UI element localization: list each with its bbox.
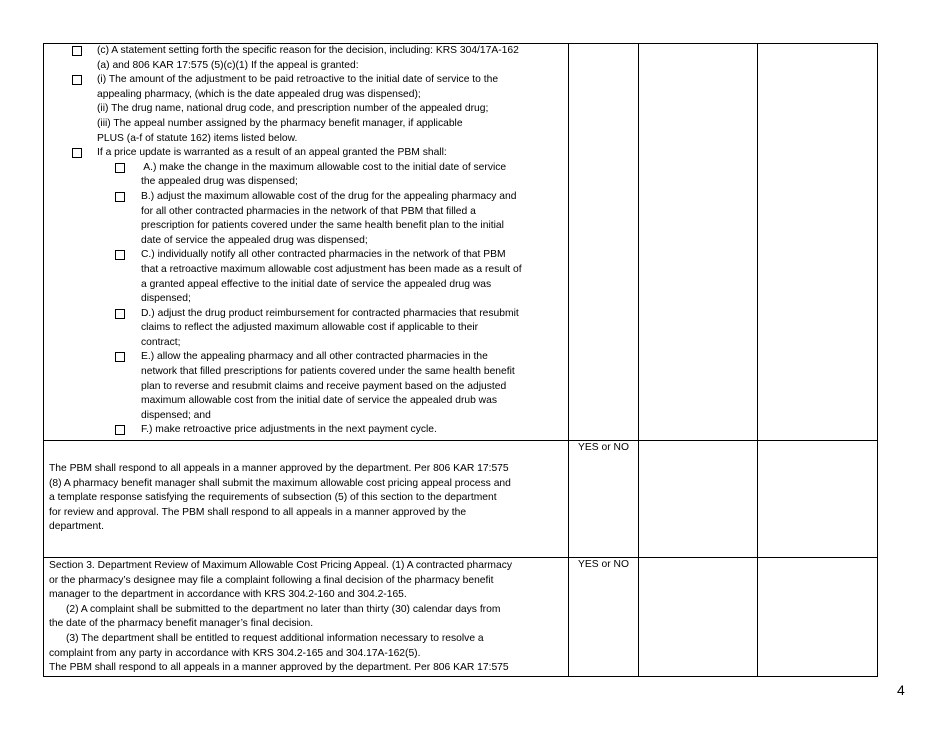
checklist-item: F.) make retroactive price adjustments in the next payment cycle. (49, 423, 564, 438)
answer-cell (569, 441, 639, 558)
blank-cell (758, 558, 878, 677)
text-line: Section 3. Department Review of Maximum Allowable Cost Pricing Appeal. (1) A contracted pharmacy (49, 560, 513, 571)
text-line: network that filled prescriptions for patients covered under the same health benefit (141, 366, 515, 378)
text-line: appealing pharmacy, (which is the date appealed drug was dispensed); (97, 88, 421, 100)
text-line: maximum allowable cost from the initial date of service the appealed drub was (141, 395, 497, 407)
checklist-item: B.) adjust the maximum allowable cost of the drug for the appealing pharmacy and (49, 190, 564, 205)
requirement-cell (44, 441, 569, 558)
text-line: complaint from any party in accordance with KRS 304.2-165 and 304.17A-162(5). (49, 647, 421, 659)
text-line: The PBM shall respond to all appeals in a manner approved by the department. Per 806 KAR 17:575 (49, 662, 509, 674)
yes-no-field[interactable]: YES or NO (578, 559, 629, 570)
table-row (44, 44, 878, 441)
text-line: PLUS (a-f of statute 162) items listed below. (97, 132, 298, 144)
blank-cell (639, 558, 758, 677)
blank-cell (758, 441, 878, 558)
text-line: a template response satisfying the requirements of subsection (5) of this section to the department (49, 492, 497, 504)
requirement-cell (44, 558, 569, 677)
text-line: prescription for patients covered under the same health benefit plan to the initial (141, 220, 504, 232)
text-line: for all other contracted pharmacies in the network of that PBM that filled a (141, 205, 476, 217)
text-line: (iii) The appeal number assigned by the pharmacy benefit manager, if applicable (97, 117, 463, 129)
text-line: (ii) The drug name, national drug code, and prescription number of the appealed drug; (97, 103, 489, 115)
checklist-item: E.) allow the appealing pharmacy and all other contracted pharmacies in the (49, 350, 564, 365)
yes-no-field[interactable]: YES or NO (578, 442, 629, 453)
requirement-cell (44, 44, 569, 441)
text-line: date of service the appealed drug was dispensed; (141, 234, 368, 246)
text-line: a granted appeal effective to the initial date of service the appealed drug was (141, 278, 492, 290)
answer-cell (569, 44, 639, 441)
text-line: the date of the pharmacy benefit manager’s final decision. (49, 618, 314, 630)
checklist-item: If a price update is warranted as a result of an appeal granted the PBM shall: (49, 146, 564, 161)
blank-cell (639, 44, 758, 441)
checkbox-icon (115, 192, 125, 202)
text-line: contract; (141, 336, 181, 348)
checkbox-icon (72, 46, 82, 56)
checkbox-icon (115, 309, 125, 319)
text-line: claims to reflect the adjusted maximum allowable cost if applicable to their (141, 322, 479, 334)
text-line: (a) and 806 KAR 17:575 (5)(c)(1) If the appeal is granted: (97, 59, 359, 71)
blank-cell (639, 441, 758, 558)
text-line: the appealed drug was dispensed; (141, 176, 298, 188)
checkbox-icon (115, 352, 125, 362)
text-line: or the pharmacy’s designee may file a complaint following a final decision of the pharmacy benefit (49, 574, 494, 586)
text-line: (8) A pharmacy benefit manager shall submit the maximum allowable cost pricing appeal process and (49, 477, 511, 489)
text-line: The PBM shall respond to all appeals in a manner approved by the department. Per 806 KAR 17:575 (49, 463, 509, 474)
checklist-item: (i) The amount of the adjustment to be paid retroactive to the initial date of service to the (49, 73, 564, 88)
checkbox-icon (115, 425, 125, 435)
checklist-item: (c) A statement setting forth the specific reason for the decision, including: KRS 304/17A-162 (49, 44, 564, 59)
text-line: for review and approval. The PBM shall respond to all appeals in a manner approved by the (49, 506, 467, 518)
checklist-item: D.) adjust the drug product reimbursement for contracted pharmacies that resubmit (49, 307, 564, 322)
checklist-item: A.) make the change in the maximum allowable cost to the initial date of service (49, 161, 564, 176)
page-number: 4 (897, 682, 905, 698)
answer-cell (569, 558, 639, 677)
text-line: (3) The department shall be entitled to request additional information necessary to resolve a (66, 632, 484, 644)
text-line: dispensed; (141, 293, 191, 305)
checklist-item: C.) individually notify all other contracted pharmacies in the network of that PBM (49, 248, 564, 263)
table-row (44, 441, 878, 558)
checkbox-icon (72, 75, 82, 85)
text-line: (2) A complaint shall be submitted to the department no later than thirty (30) calendar days from (66, 603, 501, 615)
text-line: manager to the department in accordance with KRS 304.2-160 and 304.2-165. (49, 589, 407, 601)
text-line: plan to reverse and resubmit claims and receive payment based on the adjusted (141, 380, 507, 392)
blank-cell (758, 44, 878, 441)
text-line: dispensed; and (141, 409, 211, 421)
checkbox-icon (72, 148, 82, 158)
table-row (44, 558, 878, 677)
text-line: that a retroactive maximum allowable cost adjustment has been made as a result of (141, 263, 522, 275)
checkbox-icon (115, 250, 125, 260)
text-line: department. (49, 521, 104, 533)
compliance-table (43, 43, 878, 677)
checkbox-icon (115, 163, 125, 173)
